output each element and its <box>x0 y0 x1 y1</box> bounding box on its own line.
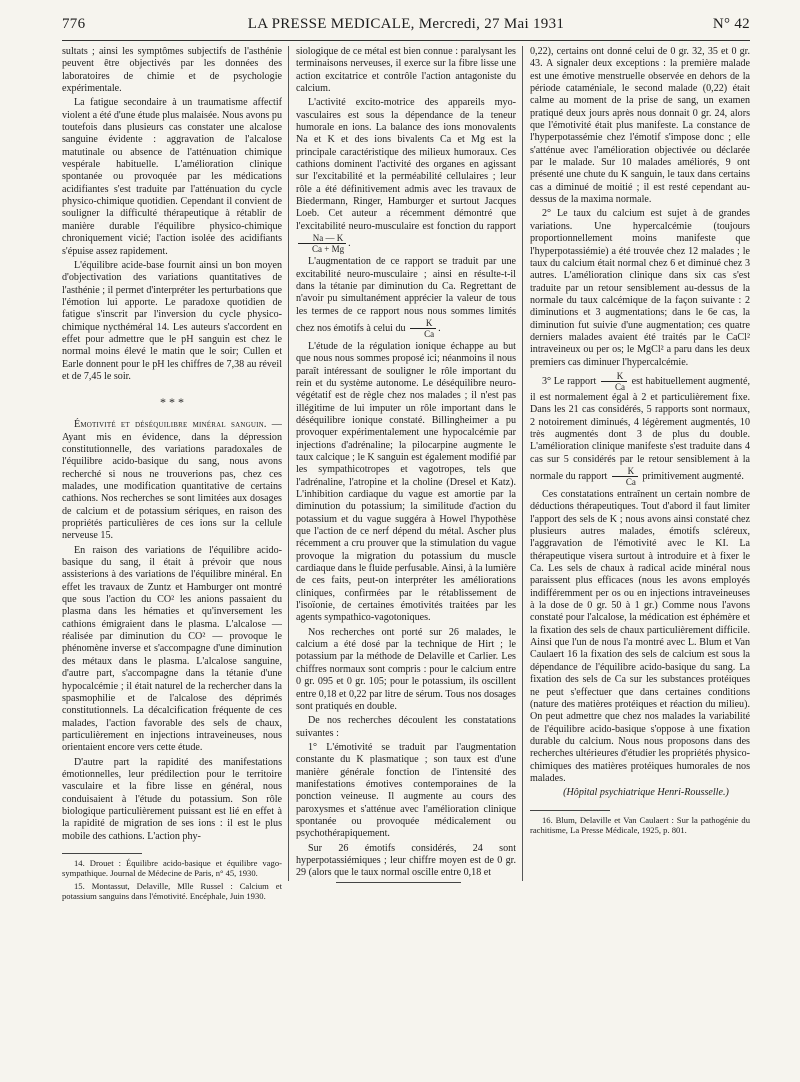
header-rule <box>62 40 750 41</box>
institution-signature: (Hôpital psychiatrique Henri-Rousselle.) <box>563 787 729 799</box>
column-1 <box>62 46 282 904</box>
footnote-14: 14. Drouet : Équilibre acido-basique et équilibre vago-sympathique. Journal de Médecine de Paris, n° 45, 1930. <box>62 857 282 879</box>
footnote-rule <box>530 810 610 811</box>
k-ca-fraction <box>612 466 638 487</box>
paragraph: D'autre part la rapidité des manifestations émotionnelles, leur prédilection pour le territoire vasculaire et la fibre lisse en général, nous conduisaient à l'étude du potassium. Son rôle biologique particulièrement puissant est lié en effet à la rapidité de migration de ses ions : il est le plus mobile des cathions. L'action phy- <box>62 756 282 842</box>
k-ca-fraction <box>410 318 436 339</box>
paragraph: 1° L'émotivité se traduit par l'augmentation constante du K plasmatique ; son taux est d'une manière générale fonction de l'intensité des manifestations émotives contemporaines de la ponction veineuse. Il augmente au cours des paroxysmes et s'atténue avec l'amélioration clinique spontanée ou provoquée médicalement ou psychothérapiquement. <box>296 741 516 840</box>
paragraph: siologique de ce métal est bien connue : paralysant les terminaisons nerveuses, il exerce sur la fibre lisse une action excitatrice et contrôle l'action antagoniste du calcium. <box>296 46 516 95</box>
paragraph <box>530 371 750 487</box>
fraction-denominator: Ca <box>614 381 625 392</box>
column-divider-1 <box>288 46 289 881</box>
paragraph-text: L'activité excito-motrice des appareils myo-vasculaires est sous la dépendance de la teneur humorale en ions. La balance des ions monovalents Na et K et des ions bivalents Ca et Mg est la principale caractéristique des milieux humoraux. Ces cathions dominent l'activité des organes en agissant sur l'excitabilité et la perméabilité cellulaires ; leur rôle a été définitivement admis avec les travaux de Biedermann, Ringer, Hamburger et surtout Jacques Loeb. Cet auteur a récemment démontré que l'excitabilité neuro-musculaire est fonction du rapport <box>296 97 516 232</box>
footnote-15: 15. Montassut, Delaville, Mlle Russel : Calcium et potassium sanguins dans l'émotivité. Encéphale, Juin 1930. <box>62 880 282 902</box>
journal-title: LA PRESSE MEDICALE, Mercredi, 27 Mai 1931 <box>247 16 565 32</box>
fraction-denominator: Ca + Mg <box>312 244 345 255</box>
column-3 <box>530 46 750 837</box>
running-header <box>62 16 750 38</box>
paragraph: Sur 26 émotifs considérés, 24 sont hyperpotassiémiques ; leur chiffre moyen est de 0 gr. 29 (alors que le taux normal oscille entre 0,18 et <box>296 842 516 879</box>
fraction-denominator: Ca <box>424 328 435 339</box>
paragraph: De nos recherches découlent les constatations suivantes : <box>296 715 516 739</box>
paragraph: Ces constatations entraînent un certain nombre de déductions thérapeutiques. Tout d'abord il faut limiter l'apport des sels de K ; nous avons ainsi constaté chez plusieurs autres malades, émotifs scléreux, l'aggravation de l'émotivité avec le KI. La thérapeutique visera surtout à introduire et à fixer le Ca. Les sels de chaux à radical acide minéral nous paraissent plus efficaces (nous les avons employés indifféremment per os ou en injections intraveineuses à la dose de 0 gr. 50 à 1 gr.) Comme nous l'avons constaté pour l'alcalose, la médication est éphémère et la fixation des sels de chaux particulièrement difficile. Ainsi que l'un de nous l'a montré avec L. Blum et Van Caulaert 16 la fixation des sels de calcium est sous la dépendance de l'équilibre acido-basique du sang. La fixation des sels de Ca sur les substances protéiques ne peut s'effectuer que dans certaines conditions (nature des matières protéiques et réaction du milieu). On peut admettre que chez nos malades la variabilité de l'équilibre acido-basique s'oppose à une fixation durable du calcium. Nous nous proposons dans des recherches ultérieures d'étudier les propriétés physico-chimiques des matières protéiques humorales de nos malades. <box>530 489 750 784</box>
k-ca-fraction <box>601 371 627 392</box>
section-asterism: * * * <box>160 395 184 410</box>
paragraph: L'activité excito-motrice des appareils myo-vasculaires est sous la dépendance de la teneur humorale en ions. La balance des ions monovalents Na et K et des ions bivalents Ca et Mg est la principale caractéristique des milieux humoraux. Ces cathions dominent l'activité des organes en agissant sur l'excitabilité et la perméabilité cellulaires ; leur rôle a été définitivement admis avec les travaux de Biedermann, Ringer, Hamburger et surtout Jacques Loeb. Cet auteur a récemment démontré que l'excitabilité neuro-musculaire est fonction du rapport $\frac{Na — K}{Ca + Mg}$ . <box>296 97 516 255</box>
issue-number: N° 42 <box>712 16 750 32</box>
paragraph: L'équilibre acide-base fournit ainsi un bon moyen d'objectivation des variations quantitatives de l'asthénie ; il permet d'interpréter les perturbations que l'émotion lui apporte. Le paradoxe quotidien de fatigue s'inscrit par l'inversion du cycle physico-chimique nycthéméral 14. Les auteurs s'accordent en effet pour admettre que le pH sanguin est chez le normal moins élevé le matin que le soir; Cullen et Earle donnent pour le pH les chiffres de 7,38 au réveil et de 7,45 le soir. <box>62 259 282 382</box>
paragraph: 2° Le taux du calcium est sujet à de grandes variations. Une hypercalcémie (toujours proportionnellement moins manifeste que l'hyperpotassiémie) a été trouvée chez 12 malades ; le taux du calcium était normal chez 6 et diminué chez 3 autres. L'amélioration clinique dans six cas s'est traduite par un retour sensiblement au-dessus de la normale du taux calcémique de la façon suivante : 2 diminutions et 3 augmentations; dans le 6e cas, la diminution fut suivie d'une augmentation; ces quatre derniers malades avaient été traités par le CaCl² intraveineux ou per os; le MgCl² a paru dans les deux premiers cas diminuer l'hypercalcémie. <box>530 208 750 368</box>
paragraph-text: L'augmentation de ce rapport se traduit par une excitabilité neuro-musculaire ; ainsi en résulte-t-il dans la tétanie par diminution du Ca. Regrettant de n'avoir pu simultanément apprécier la valeur de tous les termes de ce rapport nous nous sommes limités chez nos émotifs à celui du <box>296 256 516 334</box>
column-2 <box>296 46 516 882</box>
paragraph: Nos recherches ont porté sur 26 malades, le calcium a été dosé par la technique de Hirt ; le potassium par la méthode de Delaville et Carlier. Les chiffres normaux sont compris : pour le calcium entre 0 gr. 095 et 0 gr. 105; pour le potassium, ils oscillent entre 0,18 et 0,22 par litre de sérum. Tous nos dosages sont pratiqués en double. <box>296 626 516 712</box>
fraction-numerator: K <box>410 318 436 329</box>
fraction-denominator: Ca <box>625 477 636 487</box>
paragraph: 0,22), certains ont donné celui de 0 gr. 32, 35 et 0 gr. 43. A signaler deux exceptions : la première malade est une émotive menstruelle observée en dehors de la période cataméniale, le second malade (0,22) était calme au moment de la prise de sang, un examen pratiqué deux jours après nous donnait 0 gr. 24, alors que l'émotivité était plus manifeste. La constance de l'hyperpotassémie chez l'émotif s'impose donc ; elle s'atténue avec l'amélioration objectivée ou déclarée par le malade. Sur 10 malades améliorés, 9 ont présenté une chute du K sanguin, le taux dans certains cas a diminué de moitié ; il est resté cependant au-dessus de la maxima normale. <box>530 46 750 206</box>
paragraph-text: primitivement augmenté. <box>642 470 744 482</box>
column-divider-2 <box>522 46 523 881</box>
fraction-numerator: K <box>601 371 627 382</box>
paragraph <box>62 419 282 542</box>
paragraph: La fatigue secondaire à un traumatisme affectif violent a été d'une étude plus malaisée. Nous avons pu toutefois dans plusieurs cas constater une alcalose sanguine évidente : aggravation de l'alcalose matutinale ou absence de l'atténuation chimique vespérale habituelle. L'amélioration clinique spontanée ou provoquée par les médications acidifiantes s'est traduite par l'atténuation du cycle physico-chimique quotidien. Cependant il convient de souligner la difficulté thérapeutique à rétablir de manière durable l'équilibre physico-chimique chroniquement vicié; l'action isolée des acidifiants s'épuise assez rapidement. <box>62 97 282 257</box>
footnote-rule <box>62 853 142 854</box>
paragraph-text: Ayant mis en évidence, dans la dépression constitutionnelle, des variations paradoxales de l'équilibre acido-basique du sang, nous avons recherché si nous ne trouverions pas, chez ces malades, une modification quantitative de certains cathions. Nos recherches se sont limitées aux dosages de calcium et de potassium sériques, en raison des propriétés particulières de ces ions sur la cellule nerveuse 15. <box>62 431 282 542</box>
paragraph-text: 3° Le rapport <box>542 375 597 387</box>
paragraph: En raison des variations de l'équilibre acido-basique du sang, il était à prévoir que nous assisterions à des variations de l'équilibre minéral. En effet les travaux de Zuntz et Hamburger ont montré que sous l'action du CO² les anions passaient du plasma dans les hématies et qu'inversement les cathions émigraient dans le plasma. L'alcalose — réalisée par diminution du CO² — provoque le phénomène inverse et s'accompagne d'une diminution des métaux dans le plasma. L'alcalose sanguine, d'autre part, s'accompagne dans la tétanie d'une hypocalcémie ; il était naturel de la rechercher dans la spasmophilie et de l'alcalose des déprimés constitutionnels. La décalcification fréquente de ces malades, l'action favorable des sels de chaux, particulièrement en injections intraveineuses, nous orientaient encore vers cette étude. <box>62 544 282 754</box>
section-heading: Émotivité et déséquilibre minéral sanguin. — <box>74 419 282 431</box>
paragraph: L'augmentation de ce rapport se traduit par une excitabilité neuro-musculaire ; ainsi en résulte-t-il dans la tétanie par diminution du Ca. Regrettant de n'avoir pu simultanément apprécier la valeur de tous les termes de ce rapport nous nous sommes limités chez nos émotifs à celui du $\frac{K}{Ca}$ . <box>296 256 516 339</box>
fraction-numerator: K <box>612 466 638 477</box>
article-end-rule <box>336 882 461 883</box>
page-number: 776 <box>62 16 86 32</box>
paragraph: L'étude de la régulation ionique échappe au but que nous nous sommes proposé ici; néanmoins il nous paraît intéressant de souligner le rôle important du rein et du système autonome. Le déséquilibre neuro-végétatif est de règle chez nos malades ; il n'est pas illégitime de lui imputer un rôle important dans le déséquilibre ionique constaté. Billingheimer a pu provoquer expérimentalement une hypocalcémie par injections d'adrénaline; la pilocarpine augmente le taux calcique ; le K sanguin est également modifié par les sympathicotropes et vagotropes, tels que l'adrénaline, l'atropine et la choline (Dresel et Katz). L'inhibition cardiaque du vague est amortie par la diminution du potassium; la similitude d'action du potassium et du vague suggéra à Howel l'hypothèse que l'action de ce nerf dépend du métal. Ascher plus récemment a cru prouver que la stimulation du vague provoque la migration du potassium du muscle cardiaque dans le fluide perfusable. Ainsi, à la lumière de ces faits, peut-on interpréter les améliorations cliniques, confirmées par le rétablissement de l'isoïonie, de certaines émotivités traitées par les agents sympathico-vagotoniques. <box>296 340 516 624</box>
fraction-numerator: Na — K <box>298 233 346 244</box>
footnote-16: 16. Blum, Delaville et Van Caulaert : Sur la pathogénie du rachitisme, La Presse Médicale, 1925, p. 801. <box>530 814 750 835</box>
paragraph: sultats ; ainsi les symptômes subjectifs de l'asthénie peuvent être objectivés par les données des laboratoires de chimie et de psychologie expérimentale. <box>62 46 282 95</box>
ionic-ratio-fraction <box>298 233 346 254</box>
paragraph-text: est habituellement augmenté, il est normalement égal à 2 et particulièrement fixe. Dans les 21 cas considérés, 5 rapports sont normaux, 2 notoirement diminués, 4 légèrement augmentés, 10 très augmentés dont 3 de plus du double. L'amélioration clinique manifeste s'est traduite dans 4 cas sur 5 considérés par le retour sensiblement à la normale du rapport <box>530 375 750 482</box>
